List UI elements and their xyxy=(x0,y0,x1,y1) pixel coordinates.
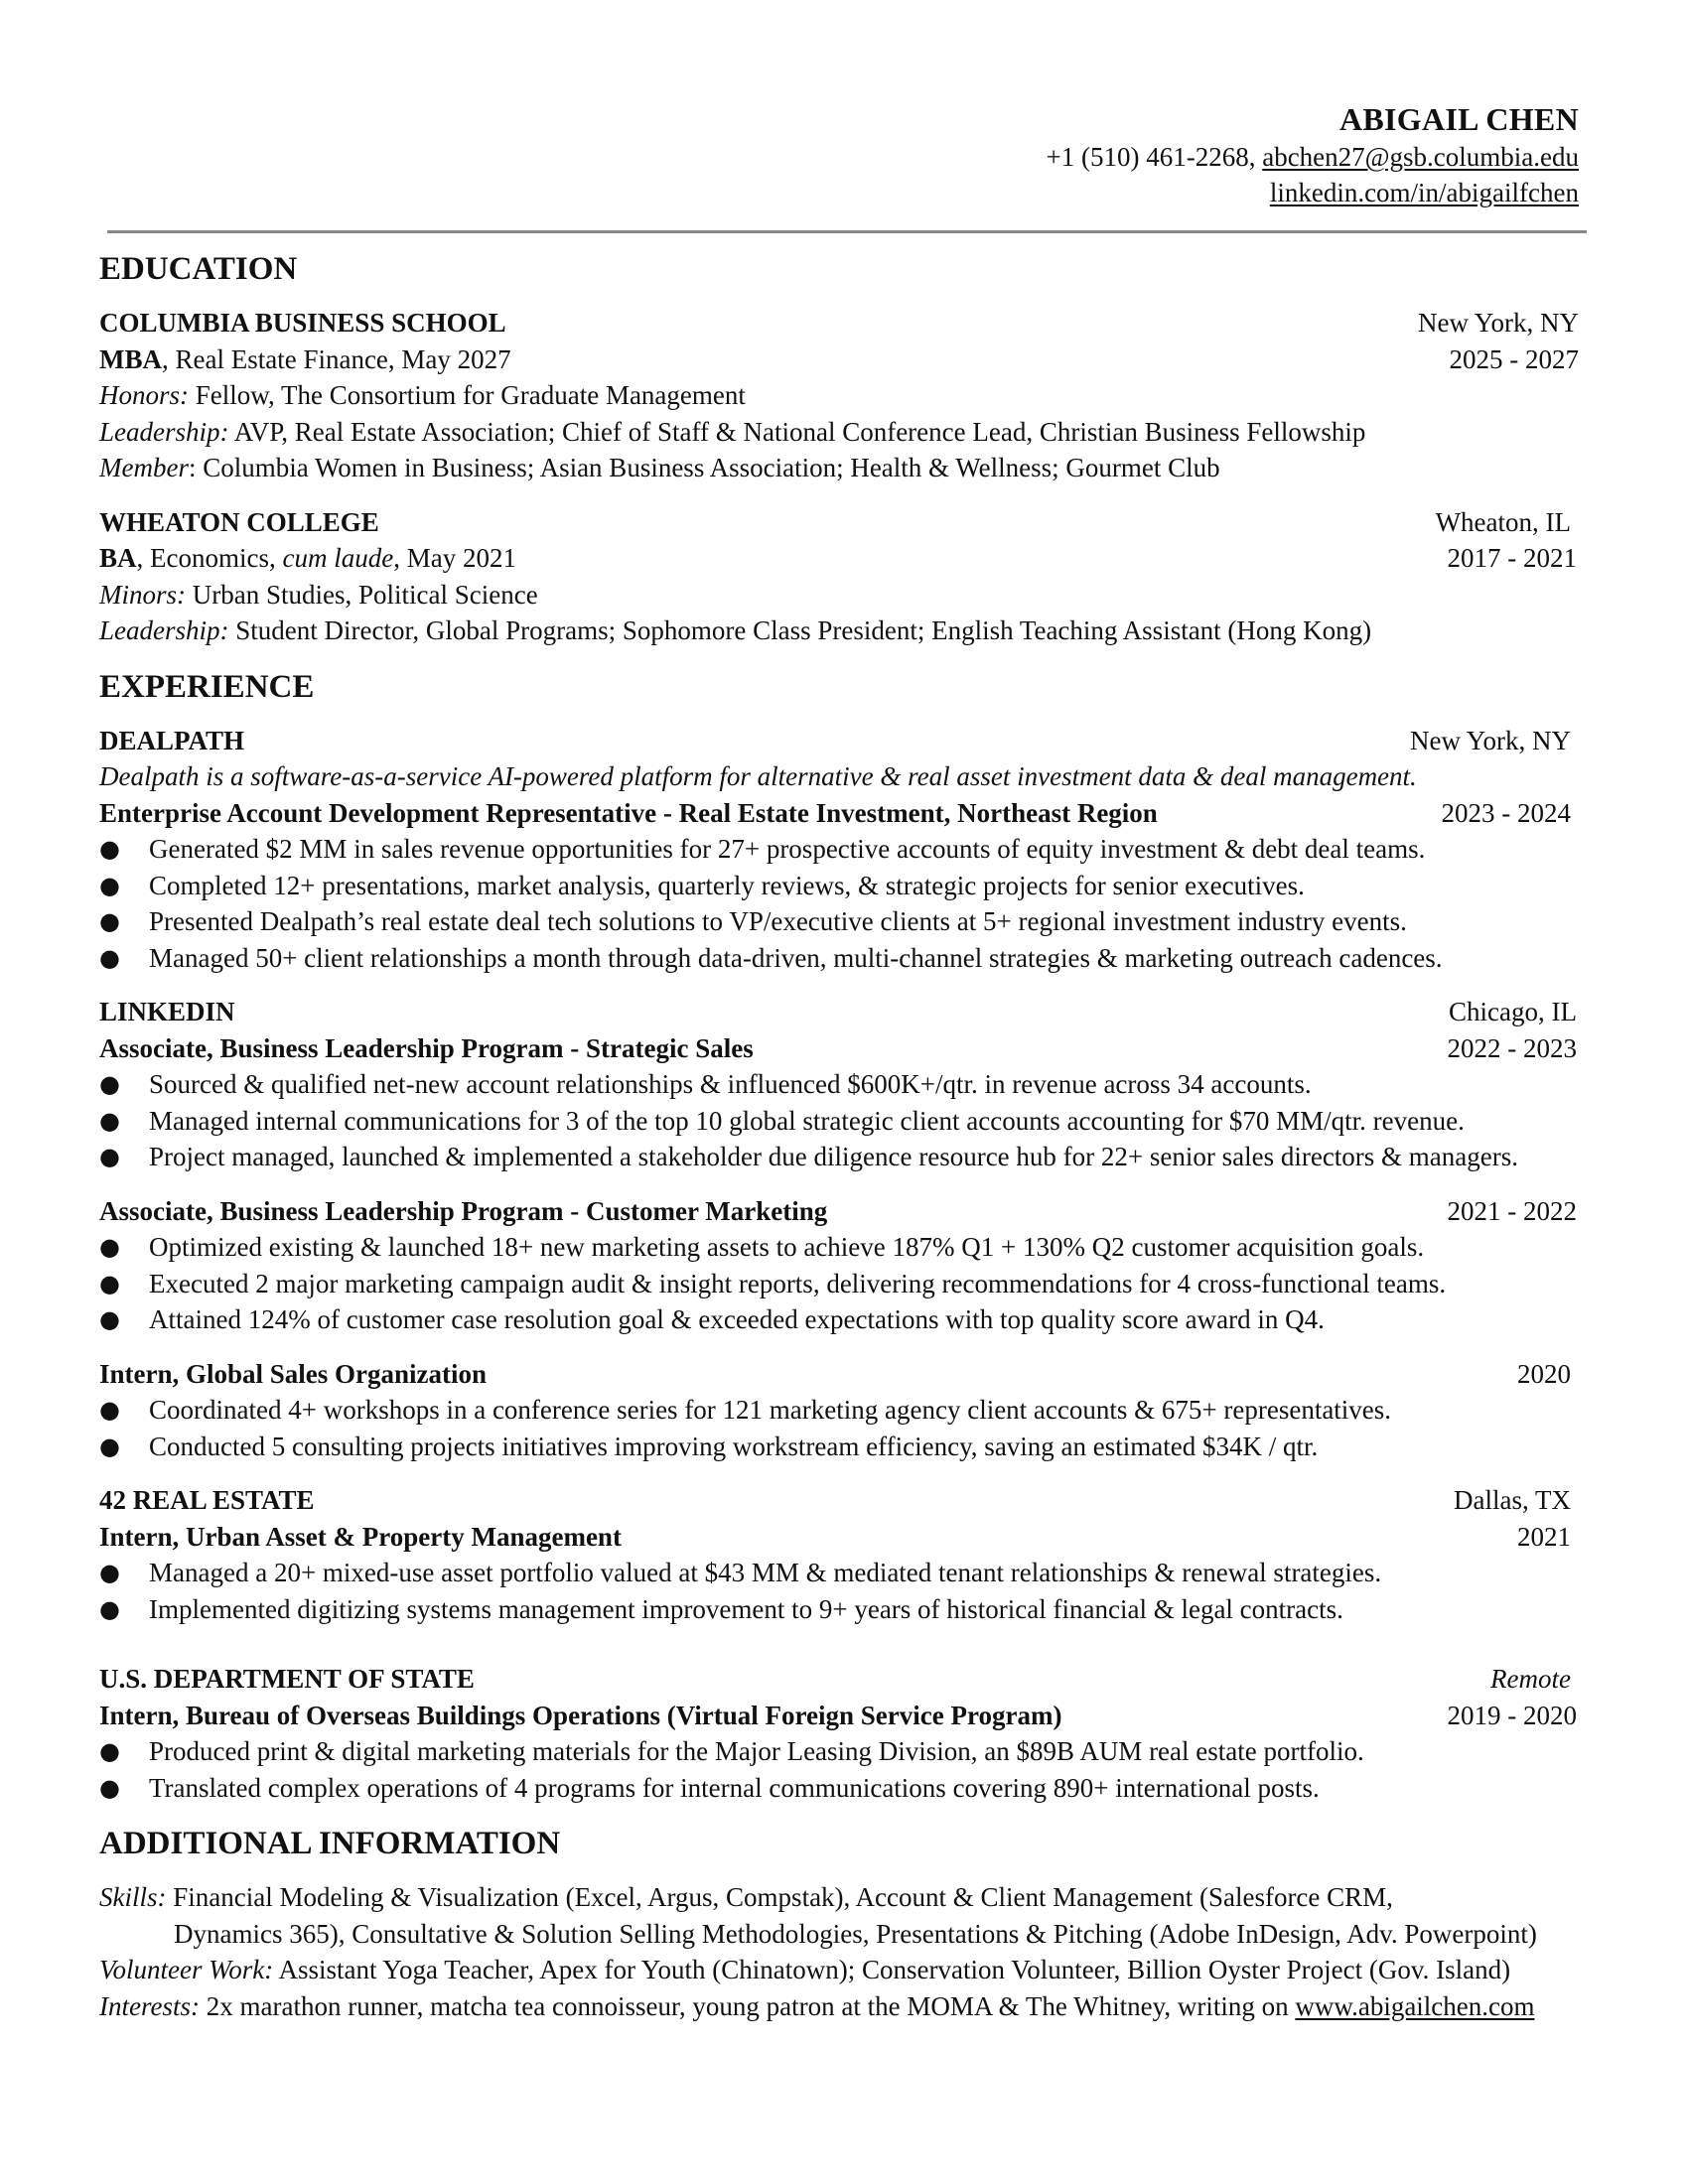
bullet-icon: ● xyxy=(99,1143,120,1170)
experience-entry-dept-of-state xyxy=(99,1661,1579,1806)
bullet-icon: ● xyxy=(99,1594,120,1623)
list-item xyxy=(99,1103,1579,1140)
bullet-text: Attained 124% of customer case resolution goal & exceeded expectations with top quality score award in Q4. xyxy=(149,1304,1325,1334)
bullet-icon: ● xyxy=(99,943,120,972)
list-item xyxy=(99,1266,1579,1302)
skills-line-continued: Dynamics 365), Consultative & Solution Selling Methodologies, Presentations & Pitching (Adobe InDesign, Adv. Powerpoint) xyxy=(174,1918,1537,1949)
job-title: Enterprise Account Development Representative - Real Estate Investment, Northeast Region xyxy=(99,797,1158,828)
degree-line xyxy=(99,341,511,378)
company-name: DEALPATH xyxy=(99,725,245,755)
additional-info-heading: ADDITIONAL INFORMATION xyxy=(99,1826,561,1861)
school-name: WHEATON COLLEGE xyxy=(99,506,379,537)
minors-line xyxy=(99,577,1579,614)
job-dates: 2020 xyxy=(1517,1358,1571,1389)
minors-label: Minors: xyxy=(99,579,186,610)
bullet-list xyxy=(99,1733,1579,1806)
bullet-icon: ● xyxy=(99,1559,120,1586)
bullet-icon: ● xyxy=(99,1737,120,1765)
degree-name: BA xyxy=(99,543,137,573)
company-location: New York, NY xyxy=(1409,725,1571,755)
list-item xyxy=(99,903,1579,940)
job-dates: 2021 - 2022 xyxy=(1447,1195,1577,1226)
bullet-text: Optimized existing & launched 18+ new marketing assets to achieve 187% Q1 + 130% Q2 customer acquisition goals. xyxy=(149,1232,1425,1262)
bullet-icon: ● xyxy=(99,1396,120,1424)
list-item xyxy=(99,1139,1579,1175)
list-item xyxy=(99,1591,1579,1628)
bullet-text: Executed 2 major marketing campaign audit & insight reports, delivering recommendations for 4 cross-functional teams. xyxy=(149,1268,1447,1298)
company-location: Chicago, IL xyxy=(1449,997,1577,1026)
job-dates: 2021 xyxy=(1517,1521,1571,1552)
education-entry-wheaton xyxy=(99,504,1579,649)
bullet-text: Generated $2 MM in sales revenue opportunities for 27+ prospective accounts of equity investment & debt deal teams. xyxy=(149,834,1426,864)
school-location: Wheaton, IL xyxy=(1435,506,1571,537)
linkedin-link[interactable]: linkedin.com/in/abigailfchen xyxy=(1269,178,1579,207)
email-link[interactable]: abchen27@gsb.columbia.edu xyxy=(1262,142,1579,172)
list-item xyxy=(99,1229,1579,1266)
bullet-list xyxy=(99,1066,1579,1175)
skills-line xyxy=(99,1879,1579,1916)
bullet-text: Managed internal communications for 3 of the top 10 global strategic client accounts accounting for $70 MM/qtr. revenue. xyxy=(149,1105,1465,1136)
list-item xyxy=(99,1429,1579,1465)
bullet-text: Coordinated 4+ workshops in a conference series for 121 marketing agency client accounts & 675+ representatives. xyxy=(149,1395,1392,1425)
bullet-icon: ● xyxy=(99,907,120,935)
bullet-text: Project managed, launched & implemented a stakeholder due diligence resource hub for 22+ senior sales directors & managers. xyxy=(149,1142,1519,1171)
job-title: Intern, Bureau of Overseas Buildings Operations (Virtual Foreign Service Program) xyxy=(99,1700,1062,1730)
education-heading: EDUCATION xyxy=(99,251,298,287)
volunteer-line xyxy=(99,1952,1579,1988)
volunteer-label: Volunteer Work: xyxy=(99,1955,274,1984)
degree-honor: cum laude xyxy=(282,543,394,573)
bullet-list xyxy=(99,831,1579,976)
bullet-text: Managed a 20+ mixed-use asset portfolio valued at $43 MM & mediated tenant relationships & renewal strategies. xyxy=(149,1558,1382,1587)
resume-page xyxy=(99,99,1579,2024)
experience-heading: EXPERIENCE xyxy=(99,668,315,705)
bullet-list xyxy=(99,1555,1579,1627)
list-item xyxy=(99,831,1579,868)
company-name: U.S. DEPARTMENT OF STATE xyxy=(99,1664,475,1694)
member-text: : Columbia Women in Business; Asian Business Association; Health & Wellness; Gourmet Club xyxy=(188,453,1220,482)
school-dates: 2025 - 2027 xyxy=(1449,343,1579,374)
company-description: Dealpath is a software-as-a-service AI-powered platform for alternative & real asset investment data & deal management. xyxy=(99,761,1417,791)
resume-header xyxy=(99,99,1579,210)
honors-label: Honors: xyxy=(99,380,190,410)
contact-line-2 xyxy=(99,175,1579,210)
bullet-icon: ● xyxy=(99,1070,120,1098)
additional-info-block xyxy=(99,1879,1579,2024)
bullet-icon: ● xyxy=(99,1106,120,1135)
company-name: LINKEDIN xyxy=(99,997,235,1026)
school-name: COLUMBIA BUSINESS SCHOOL xyxy=(99,308,506,338)
experience-entry-linkedin xyxy=(99,994,1579,1464)
degree-date: , May 2021 xyxy=(393,543,516,573)
list-item xyxy=(99,1392,1579,1429)
bullet-text: Implemented digitizing systems management improvement to 9+ years of historical financial & legal contracts. xyxy=(149,1593,1343,1624)
company-location: Dallas, TX xyxy=(1454,1485,1571,1515)
school-location: New York, NY xyxy=(1417,308,1579,338)
contact-line xyxy=(99,139,1579,175)
bullet-icon: ● xyxy=(99,1233,120,1261)
member-label: Member xyxy=(99,453,189,482)
job-dates: 2022 - 2023 xyxy=(1447,1032,1577,1063)
bullet-list xyxy=(99,1392,1579,1464)
job-dates: 2023 - 2024 xyxy=(1441,797,1571,828)
minors-text: Urban Studies, Political Science xyxy=(186,579,538,610)
job-title: Intern, Global Sales Organization xyxy=(99,1358,488,1389)
leadership-line xyxy=(99,613,1579,649)
bullet-text: Conducted 5 consulting projects initiatives improving workstream efficiency, saving an estimated $34K / qtr. xyxy=(149,1431,1319,1461)
list-item xyxy=(99,1301,1579,1338)
bullet-text: Managed 50+ client relationships a month through data-driven, multi-channel strategies & marketing outreach cadences. xyxy=(149,942,1443,973)
leadership-label: Leadership: xyxy=(99,416,229,447)
job-title: Associate, Business Leadership Program - Customer Marketing xyxy=(99,1195,828,1226)
degree-line xyxy=(99,540,516,577)
degree-detail: , Economics, xyxy=(136,543,283,573)
skills-text: Financial Modeling & Visualization (Excel, Argus, Compstak), Account & Client Management (Salesforce CRM, xyxy=(166,1882,1393,1912)
honors-text: Fellow, The Consortium for Graduate Management xyxy=(189,380,746,410)
list-item xyxy=(99,1066,1579,1103)
bullet-icon: ● xyxy=(99,1305,120,1333)
company-name: 42 REAL ESTATE xyxy=(99,1485,315,1515)
experience-entry-42-real-estate xyxy=(99,1482,1579,1627)
leadership-text: Student Director, Global Programs; Sophomore Class President; English Teaching Assistant (Hong Kong) xyxy=(228,615,1372,645)
bullet-icon: ● xyxy=(99,1773,120,1802)
volunteer-text: Assistant Yoga Teacher, Apex for Youth (Chinatown); Conservation Volunteer, Billion Oyster Project (Gov. Island) xyxy=(273,1955,1511,1984)
job-title: Intern, Urban Asset & Property Management xyxy=(99,1521,622,1552)
bullet-icon: ● xyxy=(99,871,120,899)
bullet-icon: ● xyxy=(99,1269,120,1297)
list-item xyxy=(99,1733,1579,1770)
list-item xyxy=(99,868,1579,904)
list-item xyxy=(99,1555,1579,1591)
school-dates: 2017 - 2021 xyxy=(1447,543,1577,573)
leadership-text: AVP, Real Estate Association; Chief of Staff & National Conference Lead, Christian Business Fellowship xyxy=(228,416,1366,447)
interests-text: 2x marathon runner, matcha tea connoisseur, young patron at the MOMA & The Whitney, writing on xyxy=(199,1990,1296,2021)
education-entry-columbia xyxy=(99,305,1579,486)
skills-label: Skills: xyxy=(99,1882,167,1912)
leadership-label: Leadership: xyxy=(99,615,229,645)
bullet-text: Produced print & digital marketing materials for the Major Leasing Division, an $89B AUM real estate portfolio. xyxy=(149,1736,1364,1766)
list-item xyxy=(99,1770,1579,1807)
company-location: Remote xyxy=(1490,1664,1571,1694)
job-title: Associate, Business Leadership Program - Strategic Sales xyxy=(99,1032,754,1063)
phone-number: +1 (510) 461-2268, xyxy=(1046,142,1263,172)
list-item xyxy=(99,940,1579,977)
experience-entry-dealpath xyxy=(99,723,1579,977)
candidate-name: ABIGAIL CHEN xyxy=(1339,101,1579,137)
interests-label: Interests: xyxy=(99,1990,200,2021)
degree-detail: , Real Estate Finance, May 2027 xyxy=(162,343,511,374)
header-divider xyxy=(107,230,1587,233)
degree-name: MBA xyxy=(99,343,162,374)
honors-line xyxy=(99,377,1579,414)
interests-line xyxy=(99,1988,1579,2025)
member-line xyxy=(99,450,1579,486)
bullet-text: Presented Dealpath’s real estate deal tech solutions to VP/executive clients at 5+ regional investment industry events. xyxy=(149,906,1407,936)
bullet-icon: ● xyxy=(99,835,120,863)
bullet-text: Completed 12+ presentations, market analysis, quarterly reviews, & strategic projects for senior executives. xyxy=(149,870,1305,900)
job-dates: 2019 - 2020 xyxy=(1447,1700,1577,1730)
bullet-text: Translated complex operations of 4 programs for internal communications covering 890+ international posts. xyxy=(149,1772,1320,1803)
bullet-text: Sourced & qualified net-new account relationships & influenced $600K+/qtr. in revenue across 34 accounts. xyxy=(149,1069,1312,1099)
bullet-icon: ● xyxy=(99,1432,120,1460)
leadership-line xyxy=(99,414,1579,451)
bullet-list xyxy=(99,1229,1579,1338)
website-link[interactable]: www.abigailchen.com xyxy=(1295,1990,1535,2021)
